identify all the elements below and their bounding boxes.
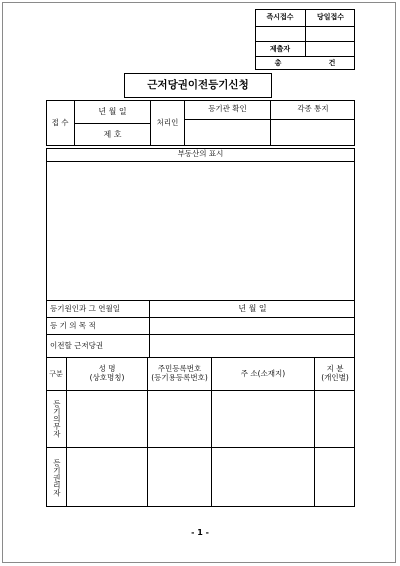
right-holder-label-text: 등기권리자 bbox=[52, 458, 62, 497]
property-header: 부동산의 표시 bbox=[177, 149, 224, 159]
purpose-value bbox=[149, 317, 355, 334]
category-header: 구분 bbox=[46, 357, 66, 390]
property-description-area bbox=[46, 161, 355, 300]
cause-value: 년 월 일 bbox=[149, 300, 355, 317]
reception-label: 접 수 bbox=[51, 117, 69, 127]
id-number-header bbox=[147, 357, 211, 390]
total-label: 총 bbox=[274, 58, 282, 67]
reception-date-label: 년 월 일 bbox=[74, 100, 150, 123]
registry-check-value bbox=[184, 119, 270, 146]
reception-number-label: 제 호 bbox=[74, 123, 150, 146]
address-header: 주 소(소재지) bbox=[211, 357, 314, 390]
right-holder-share-cell bbox=[314, 447, 355, 507]
name-header-line2: (상호명칭) bbox=[89, 373, 125, 382]
notices-label: 각종 통지 bbox=[270, 100, 355, 119]
share-header-line2: (개인별) bbox=[321, 373, 349, 382]
obligor-id-cell bbox=[147, 390, 211, 447]
id-header-line2: (등기용등록번호) bbox=[151, 373, 208, 382]
purpose-label: 등 기 의 목 적 bbox=[46, 317, 149, 334]
right-holder-name-cell bbox=[66, 447, 147, 507]
share-header bbox=[314, 357, 355, 390]
obligor-share-cell bbox=[314, 390, 355, 447]
name-header bbox=[66, 357, 147, 390]
right-holder-label bbox=[46, 447, 66, 507]
transfer-value bbox=[149, 334, 355, 357]
registry-check-label: 등기관 확인 bbox=[184, 100, 270, 119]
instant-receipt-label: 즉시접수 bbox=[266, 13, 294, 22]
same-day-receipt-label: 당일접수 bbox=[305, 9, 355, 26]
cause-label: 등기원인과 그 연월일 bbox=[46, 300, 149, 317]
processor-label: 처리인 bbox=[150, 100, 184, 146]
submitter-label: 제출자 bbox=[255, 41, 305, 56]
obligor-label bbox=[46, 390, 66, 447]
form-title: 근저당권이전등기신청 bbox=[124, 73, 272, 98]
id-header-line1: 주민등록번호 bbox=[157, 364, 202, 374]
share-header-line1: 지 분 bbox=[326, 364, 344, 374]
same-day-receipt-value bbox=[305, 26, 355, 41]
right-holder-id-cell bbox=[147, 447, 211, 507]
name-header-line1: 성 명 bbox=[98, 364, 116, 374]
right-holder-address-cell bbox=[211, 447, 314, 507]
obligor-name-cell bbox=[66, 390, 147, 447]
count-unit-label: 건 bbox=[328, 58, 336, 67]
submitter-value bbox=[305, 41, 355, 56]
page-number: - 1 - bbox=[191, 528, 209, 538]
instant-receipt-value bbox=[255, 26, 305, 41]
transfer-label: 이전할 근저당권 bbox=[46, 334, 149, 357]
obligor-address-cell bbox=[211, 390, 314, 447]
notices-value bbox=[270, 119, 355, 146]
obligor-label-text: 등기의무자 bbox=[52, 400, 62, 438]
